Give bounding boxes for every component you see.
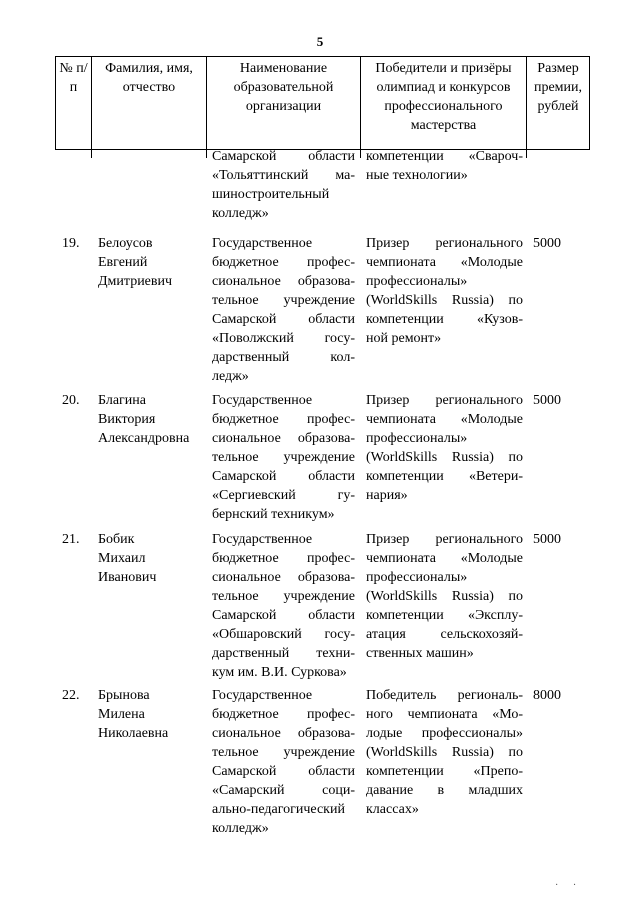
achievement-line: профессионалы»: [366, 274, 468, 289]
achievement-line: классах»: [366, 802, 419, 817]
recipient-name-line: Евгений: [98, 255, 148, 270]
organization-line: тельное учреждение: [212, 293, 355, 308]
achievement-line: компетенции «Ветери-: [366, 469, 523, 484]
achievement-line: (WorldSkills Russia) по: [366, 293, 523, 308]
organization-line: бюджетное профес-: [212, 412, 355, 427]
recipient-name-line: Николаевна: [98, 726, 169, 741]
achievement-line: ной ремонт»: [366, 331, 442, 346]
organization-line: кум им. В.И. Суркова»: [212, 665, 347, 680]
organization-line: тельное учреждение: [212, 450, 355, 465]
organization-line: сиональное образова-: [212, 431, 355, 446]
organization-line: «Самарский соци-: [212, 783, 355, 798]
page-number: 5: [316, 34, 324, 49]
achievement-line: Призер регионального: [366, 393, 523, 408]
achievement-line: профессионалы»: [366, 431, 468, 446]
achievement-line: ного чемпионата «Мо-: [366, 707, 523, 722]
continued-org-line: «Тольяттинский ма-: [212, 168, 355, 183]
organization-line: «Сергиевский гу-: [212, 488, 355, 503]
recipient-name-line: Михаил: [98, 551, 146, 566]
organization-line: Самарской области: [212, 764, 355, 779]
column-divider: [360, 148, 361, 158]
organization-line: дарственный техни-: [212, 646, 355, 661]
recipient-name-line: Белоусов: [98, 236, 153, 251]
organization-line: ально-педагогический: [212, 802, 345, 817]
continued-winner-line: компетенции «Свароч-: [366, 149, 523, 164]
continued-org-line: Самарской области: [212, 149, 355, 164]
achievement-line: лодые профессионалы»: [366, 726, 523, 741]
achievement-line: атация сельскохозяй-: [366, 627, 523, 642]
row-number: 19.: [62, 236, 80, 251]
achievement-line: Призер регионального: [366, 532, 523, 547]
achievement-line: чемпионата «Молодые: [366, 412, 523, 427]
achievement-line: давание в младших: [366, 783, 523, 798]
row-number: 20.: [62, 393, 80, 408]
column-divider: [526, 148, 527, 158]
achievement-line: (WorldSkills Russia) по: [366, 450, 523, 465]
column-divider: [206, 148, 207, 158]
recipient-name-line: Бобик: [98, 532, 135, 547]
prize-amount: 8000: [533, 688, 561, 703]
continued-org-line: колледж»: [212, 206, 269, 221]
organization-line: дарственный кол-: [212, 350, 355, 365]
organization-line: Самарской области: [212, 312, 355, 327]
achievement-line: чемпионата «Молодые: [366, 255, 523, 270]
prize-amount: 5000: [533, 532, 561, 547]
achievement-line: компетенции «Препо-: [366, 764, 523, 779]
continued-org-line: шиностроительный: [212, 187, 330, 202]
achievement-line: компетенции «Кузов-: [366, 312, 523, 327]
organization-line: Государственное: [212, 393, 313, 408]
achievement-line: нария»: [366, 488, 408, 503]
organization-line: Государственное: [212, 532, 313, 547]
row-number: 21.: [62, 532, 80, 547]
achievement-line: Победитель региональ-: [366, 688, 523, 703]
continued-winner-line: ные технологии»: [366, 168, 468, 183]
recipient-name-line: Виктория: [98, 412, 156, 427]
organization-line: Самарской области: [212, 608, 355, 623]
organization-line: Государственное: [212, 236, 313, 251]
prize-amount: 5000: [533, 393, 561, 408]
organization-line: колледж»: [212, 821, 269, 836]
table-header: [55, 56, 590, 150]
organization-line: сиональное образова-: [212, 274, 355, 289]
organization-line: бюджетное профес-: [212, 255, 355, 270]
recipient-name-line: Иванович: [98, 570, 157, 585]
row-number: 22.: [62, 688, 80, 703]
achievement-line: ственных машин»: [366, 646, 474, 661]
achievement-line: (WorldSkills Russia) по: [366, 745, 523, 760]
achievement-line: Призер регионального: [366, 236, 523, 251]
achievement-line: профессионалы»: [366, 570, 468, 585]
organization-line: бернский техникум»: [212, 507, 335, 522]
organization-line: Самарской области: [212, 469, 355, 484]
header-name: Фамилия, имя, отчество: [92, 57, 207, 150]
header-prize: Размер премии, рублей: [527, 57, 590, 150]
organization-line: бюджетное профес-: [212, 707, 355, 722]
organization-line: «Поволжский госу-: [212, 331, 355, 346]
header-org: Наименование образовательной организации: [207, 57, 361, 150]
recipient-name-line: Благина: [98, 393, 146, 408]
organization-line: тельное учреждение: [212, 589, 355, 604]
recipient-name-line: Брынова: [98, 688, 150, 703]
column-divider: [91, 148, 92, 158]
recipient-name-line: Александровна: [98, 431, 190, 446]
achievement-line: (WorldSkills Russia) по: [366, 589, 523, 604]
organization-line: Государственное: [212, 688, 313, 703]
organization-line: тельное учреждение: [212, 745, 355, 760]
organization-line: сиональное образова-: [212, 726, 355, 741]
achievement-line: чемпионата «Молодые: [366, 551, 523, 566]
organization-line: бюджетное профес-: [212, 551, 355, 566]
header-row: [56, 57, 590, 150]
organization-line: «Обшаровский госу-: [212, 627, 355, 642]
scan-artifact: · ·: [555, 880, 583, 891]
recipient-name-line: Дмитриевич: [98, 274, 173, 289]
organization-line: ледж»: [212, 369, 249, 384]
header-winners: Победители и призёры олимпиад и конкурсов профессионального мастерства: [361, 57, 527, 150]
recipient-name-line: Милена: [98, 707, 145, 722]
organization-line: сиональное образова-: [212, 570, 355, 585]
achievement-line: компетенции «Эксплу-: [366, 608, 523, 623]
prize-amount: 5000: [533, 236, 561, 251]
header-num: № п/п: [56, 57, 92, 150]
